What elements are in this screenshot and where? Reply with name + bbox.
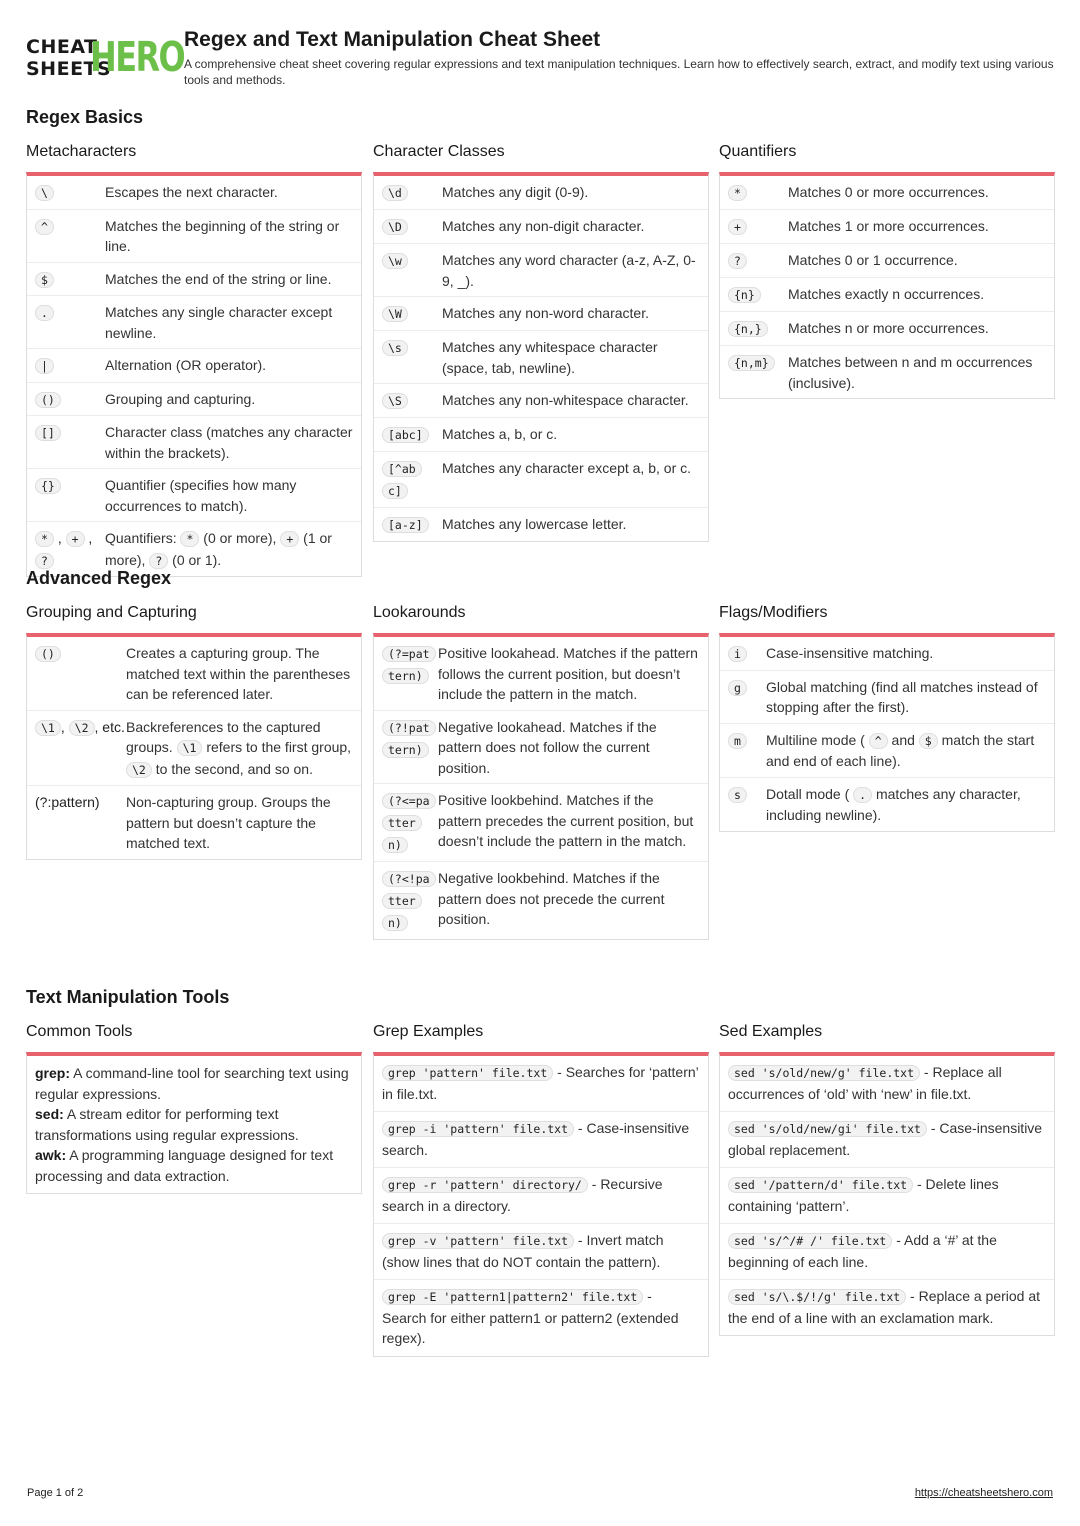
code-chip: (?<!pattern) xyxy=(382,871,436,931)
desc-part: to the second, and so on. xyxy=(155,760,313,777)
row-description xyxy=(766,730,1046,772)
code-chip: \d xyxy=(382,185,408,201)
page-title: Regex and Text Manipulation Cheat Sheet xyxy=(184,28,601,51)
tool-name: sed: xyxy=(35,1106,64,1122)
code-chip: ? xyxy=(35,553,54,569)
code-chip: ? xyxy=(149,553,168,569)
desc-part: (0 or more), xyxy=(199,530,281,546)
table-row xyxy=(720,244,1054,278)
row-description: Escapes the next character. xyxy=(105,184,278,200)
row-description: Matches 0 or more occurrences. xyxy=(788,184,989,200)
sed-title: Sed Examples xyxy=(719,1023,823,1040)
example-desc: - Search for either pattern1 or pattern2 (extended regex). xyxy=(382,1288,679,1346)
code-chip: {n,} xyxy=(728,321,768,337)
flags-block xyxy=(719,602,1055,823)
code-chip: {n,m} xyxy=(728,355,775,371)
flags-card xyxy=(719,633,1055,832)
row-description: Character class (matches any character within the brackets). xyxy=(105,424,353,461)
charclasses-block xyxy=(373,141,709,532)
tool-desc: A stream editor for performing text transformations using regular expressions. xyxy=(35,1106,299,1143)
code-chip: (?!pattern) xyxy=(382,720,436,758)
code-chip: s xyxy=(728,787,747,803)
tool-name: grep: xyxy=(35,1065,70,1081)
flags-title: Flags/Modifiers xyxy=(719,604,828,621)
code-chip: m xyxy=(728,733,747,749)
code-chip: ? xyxy=(728,253,747,269)
row-description: Matches any word character (a-z, A-Z, 0-9, _). xyxy=(442,252,696,289)
metacharacters-title: Metacharacters xyxy=(26,143,137,160)
grouping-title: Grouping and Capturing xyxy=(26,604,197,621)
example-row xyxy=(720,1280,1054,1335)
table-row xyxy=(27,637,361,711)
row-description: Matches the end of the string or line. xyxy=(105,270,332,287)
desc-part: refers to the first group, xyxy=(206,739,352,755)
row-description: Matches any lowercase letter. xyxy=(442,516,627,532)
grep-title: Grep Examples xyxy=(373,1023,484,1040)
code-chip: \s xyxy=(382,340,408,356)
code-chip: sed 's/old/new/g' file.txt xyxy=(728,1065,920,1081)
code-chip: sed 's/old/new/gi' file.txt xyxy=(728,1121,927,1137)
desc-part: Backreferences to the captured groups. xyxy=(126,718,321,755)
desc-part: Dotall mode ( xyxy=(766,785,850,802)
tool-item-sed xyxy=(35,1104,353,1145)
row-description: Matches any non-word character. xyxy=(442,305,649,321)
code-chip: \2 xyxy=(69,720,95,736)
table-row xyxy=(27,296,361,349)
table-row xyxy=(374,331,708,384)
table-row: \1 , \2 , etc. Backreferences to the captured groups. \1 refers to the first group, \2 to the second, and so on. xyxy=(27,711,361,787)
code-chip: sed '/pattern/d' file.txt xyxy=(728,1177,913,1193)
row-description: Matches any non-whitespace character. xyxy=(442,392,689,408)
lookarounds-block xyxy=(373,602,709,930)
code-chip: + xyxy=(280,531,299,547)
code-chip: grep -i 'pattern' file.txt xyxy=(382,1121,574,1137)
row-description: Alternation (OR operator). xyxy=(105,357,267,373)
charclasses-title: Character Classes xyxy=(373,143,505,160)
row-description: Matches between n and m occurrences (inclusive). xyxy=(788,354,1033,391)
tools-list xyxy=(27,1056,361,1193)
table-row: * , + , ? Quantifiers: * (0 or more), + (1 or more), ? (0 or 1). xyxy=(27,522,361,576)
example-desc: - Invert match (show lines that do NOT contain the pattern). xyxy=(382,1232,664,1270)
table-row xyxy=(374,384,708,418)
code-chip: grep -v 'pattern' file.txt xyxy=(382,1233,574,1249)
example-desc: - Searches for ‘pattern’ in file.txt. xyxy=(382,1064,699,1102)
tools-card xyxy=(26,1052,362,1194)
desc-part: (1 or more), xyxy=(105,530,332,568)
example-row xyxy=(720,1168,1054,1224)
table-row xyxy=(27,383,361,417)
example-desc: - Replace all occurrences of ‘old’ with ‘new’ in file.txt. xyxy=(728,1064,1002,1102)
code-chip: () xyxy=(35,646,61,662)
quantifiers-card xyxy=(719,172,1055,399)
tool-item-grep xyxy=(35,1063,353,1104)
table-row xyxy=(720,778,1054,831)
row-description: Negative lookahead. Matches if the pattern does not follow the current position. xyxy=(438,718,657,776)
code-chip: i xyxy=(728,646,747,662)
code-chip: . xyxy=(35,305,54,321)
table-row xyxy=(720,724,1054,778)
logo-bottom: SHEETS xyxy=(26,58,112,80)
section-title-advanced: Advanced Regex xyxy=(26,568,172,588)
grouping-card xyxy=(26,633,362,860)
row-description: Grouping and capturing. xyxy=(105,390,256,407)
table-row xyxy=(720,671,1054,724)
row-description: Matches exactly n occurrences. xyxy=(788,286,985,302)
code-chip: $ xyxy=(919,733,938,749)
code-chip: grep 'pattern' file.txt xyxy=(382,1065,553,1081)
desc-part: match the start and end of each line). xyxy=(766,731,1035,769)
code-chip: $ xyxy=(35,272,54,288)
code-chip: . xyxy=(853,787,872,803)
site-link[interactable]: https://cheatsheetshero.com xyxy=(914,1487,1053,1499)
example-desc: - Case-insensitive global replacement. xyxy=(728,1120,1043,1158)
grouping-block xyxy=(26,602,362,851)
code-chip: \1 xyxy=(177,740,203,756)
example-desc: - Case-insensitive search. xyxy=(382,1120,690,1158)
row-key: (?:pattern) xyxy=(35,794,100,810)
row-description: Quantifier (specifies how many occurrences to match). xyxy=(105,477,297,514)
table-row xyxy=(720,312,1054,346)
example-row xyxy=(374,1112,708,1168)
row-description: Matches any single character except newline. xyxy=(105,304,333,341)
code-chip: [a-z] xyxy=(382,517,429,533)
example-row xyxy=(720,1224,1054,1280)
example-row xyxy=(720,1056,1054,1112)
sed-block xyxy=(719,1021,1055,1326)
table-row xyxy=(27,349,361,383)
tool-desc: A command-line tool for searching text using regular expressions. xyxy=(35,1065,349,1102)
table-row xyxy=(27,176,361,210)
row-description: Matches any character except a, b, or c. xyxy=(442,460,692,476)
tool-desc: A programming language designed for text processing and data extraction. xyxy=(35,1147,334,1184)
grep-card xyxy=(373,1052,709,1357)
table-row xyxy=(27,416,361,469)
page-description: A comprehensive cheat sheet covering regular expressions and text manipulation techniques. Learn how to effectively search, extract, and modify text using various tools and methods. xyxy=(184,57,1054,87)
code-chip: [abc] xyxy=(382,427,429,443)
code-chip: + xyxy=(728,219,747,235)
code-chip: g xyxy=(728,680,747,696)
table-row xyxy=(374,508,708,541)
table-row xyxy=(27,210,361,263)
row-description: Global matching (find all matches instead of stopping after the first). xyxy=(766,678,1038,715)
table-row xyxy=(374,176,708,210)
table-row xyxy=(374,210,708,244)
desc-part: Multiline mode ( xyxy=(766,731,865,748)
code-chip: {n} xyxy=(728,287,761,303)
tools-title: Common Tools xyxy=(26,1023,133,1040)
row-description: Negative lookbehind. Matches if the pattern does not precede the current position. xyxy=(438,870,665,927)
table-row xyxy=(720,346,1054,398)
code-chip: (?<=pattern) xyxy=(382,793,436,853)
desc-part: Quantifiers: xyxy=(105,530,181,546)
table-row xyxy=(720,637,1054,671)
metacharacters-block xyxy=(26,141,362,568)
table-row xyxy=(374,784,708,862)
code-chip: \w xyxy=(382,253,408,269)
code-chip: \2 xyxy=(126,762,152,778)
cheatsheetshero-logo[interactable] xyxy=(26,33,185,82)
code-chip: * xyxy=(728,185,747,201)
row-description: Matches a, b, or c. xyxy=(442,426,558,442)
code-chip: * xyxy=(35,531,54,547)
table-row xyxy=(374,418,708,452)
code-chip: {} xyxy=(35,478,61,494)
code-chip: \ xyxy=(35,185,54,201)
lookarounds-card xyxy=(373,633,709,940)
row-description: Matches 1 or more occurrences. xyxy=(788,218,989,234)
table-row xyxy=(720,278,1054,312)
code-chip: [^abc] xyxy=(382,461,422,499)
desc-part: matches any character, including newline). xyxy=(766,785,1021,823)
table-row xyxy=(374,297,708,331)
table-row xyxy=(374,637,708,711)
example-desc: - Add a ‘#’ at the beginning of each line. xyxy=(728,1232,997,1270)
row-description: Matches any digit (0-9). xyxy=(442,184,589,200)
code-chip: | xyxy=(35,358,54,374)
table-row xyxy=(374,711,708,785)
example-desc: - Recursive search in a directory. xyxy=(382,1176,663,1214)
row-description: Case-insensitive matching. xyxy=(766,645,934,661)
code-chip: [] xyxy=(35,425,61,441)
metacharacters-card xyxy=(26,172,362,577)
table-row xyxy=(27,469,361,522)
code-chip: \D xyxy=(382,219,408,235)
row-description: Matches n or more occurrences. xyxy=(788,320,989,336)
etc-text: etc. xyxy=(102,718,125,735)
example-row xyxy=(374,1224,708,1280)
desc-part: (0 or 1). xyxy=(168,551,222,568)
grep-block xyxy=(373,1021,709,1346)
tools-block xyxy=(26,1021,362,1184)
code-chip: * xyxy=(180,531,199,547)
row-description: Matches any non-digit character. xyxy=(442,218,645,234)
table-row xyxy=(374,862,708,939)
code-chip: ^ xyxy=(35,219,54,235)
quantifiers-title: Quantifiers xyxy=(719,143,797,160)
row-description: Matches any whitespace character (space, tab, newline). xyxy=(442,339,658,376)
code-chip: \1 xyxy=(35,720,61,736)
section-title-tools: Text Manipulation Tools xyxy=(26,987,230,1007)
code-chip: \W xyxy=(382,306,408,322)
row-description: Creates a capturing group. The matched text within the parentheses can be referenced later. xyxy=(126,645,351,702)
code-chip: + xyxy=(66,531,85,547)
table-row xyxy=(27,263,361,297)
example-row xyxy=(720,1112,1054,1168)
code-chip: grep -E 'pattern1|pattern2' file.txt xyxy=(382,1289,643,1305)
code-chip: ^ xyxy=(869,733,888,749)
code-chip: grep -r 'pattern' directory/ xyxy=(382,1177,588,1193)
row-description: Matches the beginning of the string or line. xyxy=(105,217,340,254)
page-header xyxy=(26,28,1056,88)
page-number: Page 1 of 2 xyxy=(27,1487,84,1499)
row-description xyxy=(126,717,353,781)
desc-part: and xyxy=(891,731,915,748)
section-title-basics: Regex Basics xyxy=(26,107,144,127)
example-desc: - Replace a period at the end of a line with an exclamation mark. xyxy=(728,1288,1041,1326)
code-chip: sed 's/^/# /' file.txt xyxy=(728,1233,892,1249)
example-desc: - Delete lines containing ‘pattern’. xyxy=(728,1176,999,1214)
example-row xyxy=(374,1056,708,1112)
table-row xyxy=(720,176,1054,210)
lookarounds-title: Lookarounds xyxy=(373,604,466,621)
code-chip: sed 's/\.$/!/g' file.txt xyxy=(728,1289,906,1305)
table-row xyxy=(27,786,361,859)
tool-name: awk: xyxy=(35,1147,67,1163)
row-description: Positive lookbehind. Matches if the pattern precedes the current position, but doesn’t include the pattern in the match. xyxy=(438,792,694,849)
table-row xyxy=(374,452,708,508)
code-chip: (?=pattern) xyxy=(382,646,436,684)
tool-item-awk xyxy=(35,1145,353,1186)
code-chip: \S xyxy=(382,393,408,409)
row-description: Non-capturing group. Groups the pattern but doesn’t capture the matched text. xyxy=(126,794,331,851)
example-row xyxy=(374,1168,708,1224)
row-description: Matches 0 or 1 occurrence. xyxy=(788,252,958,268)
code-chip: () xyxy=(35,392,61,408)
row-description xyxy=(766,784,1046,826)
table-row xyxy=(720,210,1054,244)
table-row xyxy=(374,244,708,297)
example-row xyxy=(374,1280,708,1356)
sed-card xyxy=(719,1052,1055,1336)
logo-hero: HERO xyxy=(90,33,185,81)
quantifiers-block xyxy=(719,141,1055,391)
logo-top: CHEAT xyxy=(26,36,98,58)
row-description xyxy=(105,528,353,571)
charclasses-card xyxy=(373,172,709,542)
row-description: Positive lookahead. Matches if the pattern follows the current position, but doesn’t include the pattern in the match. xyxy=(438,645,698,702)
